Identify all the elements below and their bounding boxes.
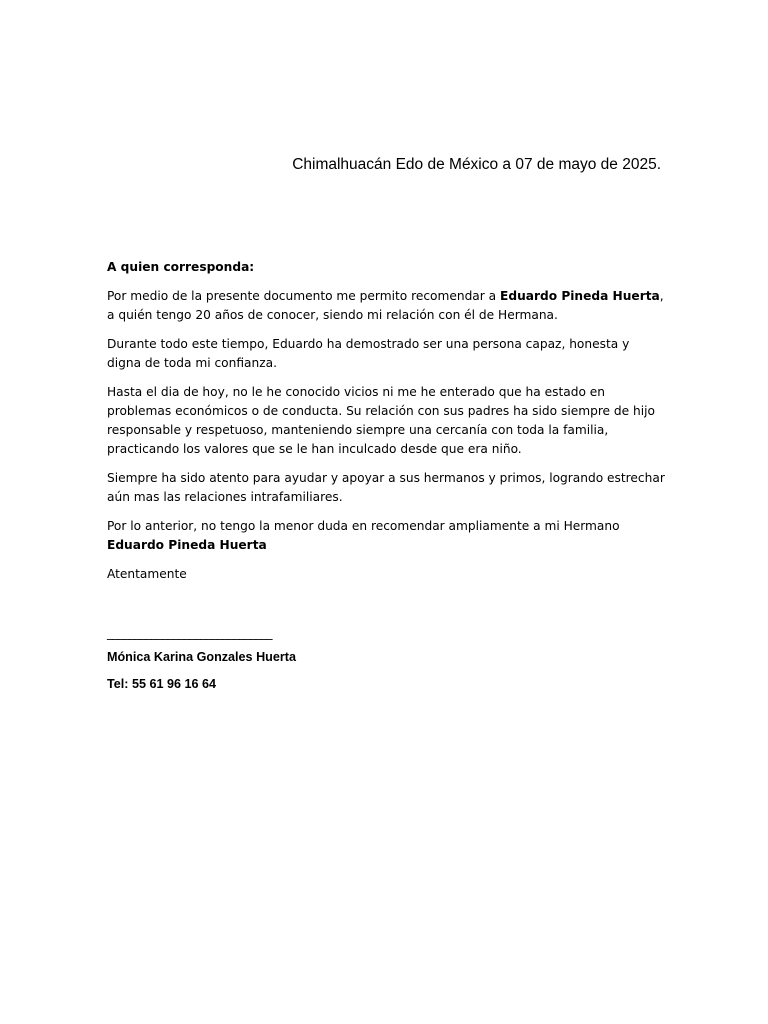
paragraph-conclusion [107, 517, 667, 555]
p5-text-before: Por lo anterior, no tengo la menor duda en recomendar ampliamente a mi Hermano [107, 519, 620, 533]
closing: Atentamente [107, 567, 187, 581]
signature-line: ______________________________ [107, 626, 272, 640]
greeting: A quien corresponda: [107, 260, 255, 274]
paragraph-recommendation [107, 287, 667, 325]
p1-text-before: Por medio de la presente documento me permito recomendar a [107, 289, 501, 303]
paragraph-family: Siempre ha sido atento para ayudar y apoyar a sus hermanos y primos, logrando estrechar aún mas las relaciones intrafamiliares. [107, 471, 665, 504]
date-line: Chimalhuacán Edo de México a 07 de mayo de 2025. [292, 156, 661, 173]
recommended-name: Eduardo Pineda Huerta [500, 289, 660, 303]
signer-name: Mónica Karina Gonzales Huerta [107, 650, 296, 664]
p1-text-after: , a quién tengo 20 años de conocer, siendo mi relación con él de Hermana. [107, 289, 664, 322]
paragraph-character: Durante todo este tiempo, Eduardo ha demostrado ser una persona capaz, honesta y digna de toda mi confianza. [107, 337, 630, 370]
recommended-name-closing: Eduardo Pineda Huerta [107, 538, 267, 552]
paragraph-conduct: Hasta el dia de hoy, no le he conocido vicios ni me he enterado que ha estado en problemas económicos o de conducta. Su relación con sus padres ha sido siempre de hijo responsable y respetuoso, manteniendo siempre una cercanía con toda la familia, practicando los valores que se le han inculcado desde que era niño. [107, 385, 655, 456]
letter-body [107, 258, 667, 594]
signer-phone: Tel: 55 61 96 16 64 [107, 677, 216, 691]
